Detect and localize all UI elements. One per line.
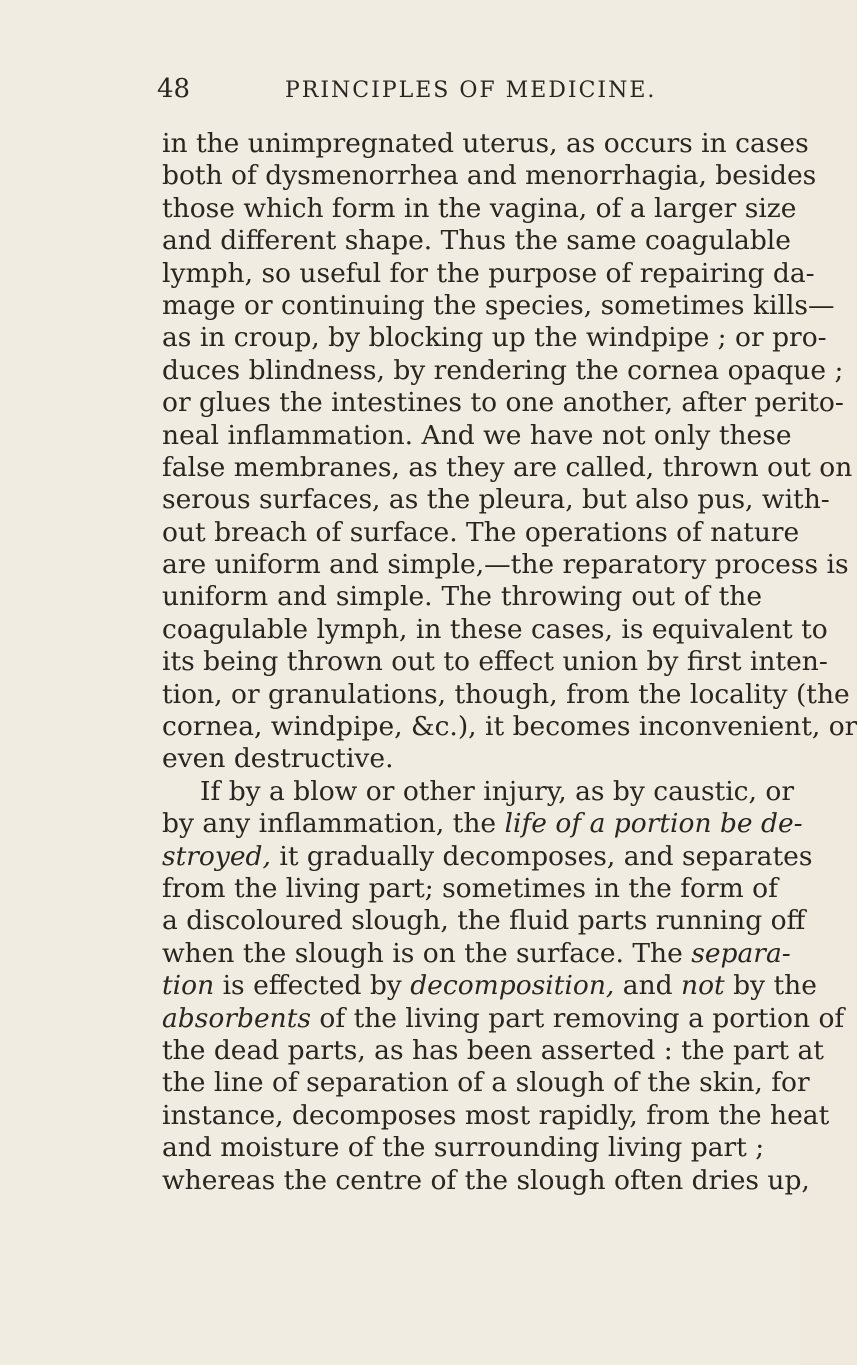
text-line: and different shape. Thus the same coagulable <box>162 225 791 257</box>
text-line-paragraph-end: even destructive. <box>162 743 394 775</box>
text-line: tion, or granulations, though, from the locality (the <box>162 678 850 710</box>
text-line: the dead parts, as has been asserted : the part at <box>162 1034 824 1066</box>
text-line: tion is effected by decomposition, and not by the <box>162 970 817 1002</box>
body-text <box>162 128 857 1197</box>
text-line: cornea, windpipe, &c.), it becomes inconvenient, or <box>162 711 857 743</box>
text-line: coagulable lymph, in these cases, is equivalent to <box>162 613 828 645</box>
text-line: false membranes, as they are called, thrown out on <box>162 451 853 483</box>
text-line: those which form in the vagina, of a larger size <box>162 192 797 224</box>
text-line: when the slough is on the surface. The separa- <box>162 937 791 969</box>
text-line: as in croup, by blocking up the windpipe ; or pro- <box>162 322 827 354</box>
text-line: from the living part; sometimes in the form of <box>162 872 778 904</box>
text-line-paragraph-start: If by a blow or other injury, as by caustic, or <box>200 775 794 807</box>
running-title: PRINCIPLES OF MEDICINE. <box>285 78 657 103</box>
text-line: stroyed, it gradually decomposes, and separates <box>162 840 813 872</box>
running-head <box>157 74 765 108</box>
text-line: out breach of surface. The operations of nature <box>162 516 800 548</box>
text-line: both of dysmenorrhea and menorrhagia, besides <box>162 160 817 192</box>
text-line: by any inflammation, the life of a portion be de- <box>162 808 803 840</box>
text-line: a discoloured slough, the fluid parts running off <box>162 905 806 937</box>
text-line: or glues the intestines to one another, after perito- <box>162 387 844 419</box>
text-line: lymph, so useful for the purpose of repairing da- <box>162 257 815 289</box>
text-line: in the unimpregnated uterus, as occurs in cases <box>162 128 809 159</box>
page-number: 48 <box>157 74 191 104</box>
text-line: mage or continuing the species, sometimes kills— <box>162 289 835 321</box>
text-line: absorbents of the living part removing a portion of <box>162 1002 845 1034</box>
text-line: uniform and simple. The throwing out of the <box>162 581 762 613</box>
text-line: and moisture of the surrounding living part ; <box>162 1132 765 1164</box>
text-line: serous surfaces, as the pleura, but also pus, with- <box>162 484 830 516</box>
text-line: the line of separation of a slough of the skin, for <box>162 1067 810 1099</box>
text-line: neal inflammation. And we have not only these <box>162 419 792 451</box>
text-line: instance, decomposes most rapidly, from the heat <box>162 1099 830 1131</box>
text-line: its being thrown out to effect union by first inten- <box>162 646 828 678</box>
text-line: are uniform and simple,—the reparatory process is <box>162 549 849 581</box>
text-line: whereas the centre of the slough often dries up, <box>162 1164 810 1196</box>
text-line: duces blindness, by rendering the cornea opaque ; <box>162 354 844 386</box>
